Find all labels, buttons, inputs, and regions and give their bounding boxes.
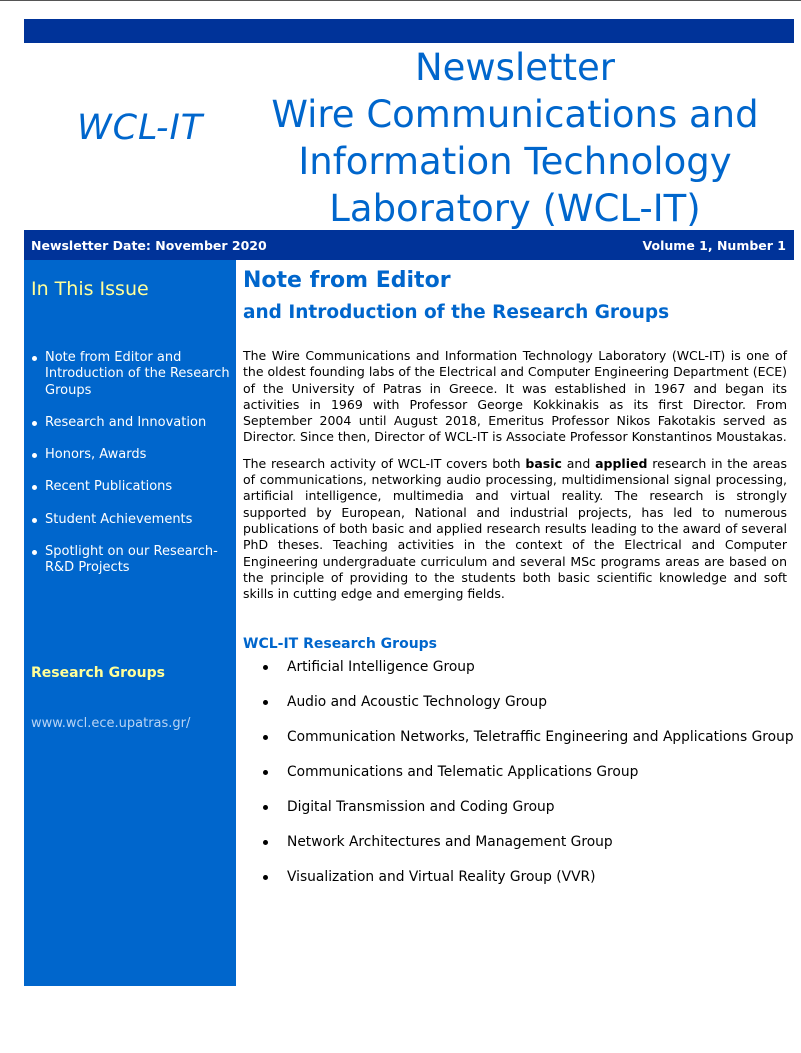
volume-number: Volume 1, Number 1 <box>642 238 786 253</box>
issue-contents-list <box>24 350 236 593</box>
sidebar-item-honors-awards[interactable]: Honors, Awards <box>24 447 236 463</box>
list-item: Digital Transmission and Coding Group <box>243 799 787 834</box>
research-groups-heading: WCL-IT Research Groups <box>243 636 438 653</box>
article-subheading: and Introduction of the Research Groups <box>243 302 670 323</box>
list-item: Communications and Telematic Applications Group <box>243 764 787 799</box>
list-item: Artificial Intelligence Group <box>243 659 787 694</box>
list-item: Communication Networks, Teletraffic Engineering and Applications Group <box>243 729 787 764</box>
research-groups-list <box>243 659 794 904</box>
sidebar-heading: In This Issue <box>31 278 149 300</box>
newsletter-title <box>240 44 790 232</box>
title-line-2: Wire Communications and <box>271 93 759 136</box>
list-item: Audio and Acoustic Technology Group <box>243 694 787 729</box>
top-rule <box>0 0 801 1</box>
sidebar-item-research-innovation[interactable]: Research and Innovation <box>24 415 236 431</box>
website-link[interactable]: www.wcl.ece.upatras.gr/ <box>31 716 191 731</box>
title-line-4: Laboratory (WCL-IT) <box>329 187 701 230</box>
paragraph-text: The research activity of WCL-IT covers both <box>243 455 526 471</box>
sidebar-item-recent-publications[interactable]: Recent Publications <box>24 479 236 495</box>
logo: WCL-IT <box>77 108 204 148</box>
sidebar <box>24 260 236 986</box>
newsletter-date: Newsletter Date: November 2020 <box>31 238 267 253</box>
sidebar-item-student-achievements[interactable]: Student Achievements <box>24 512 236 528</box>
paragraph-text: research in the areas of communications, networking audio processing, multidimensional signal processing, artificial intelligence, multimedia and virtual reality. The research is strongly supported by European, National and industrial projects, has led to numerous publications of both basic and applied research results leading to the award of several PhD theses. Teaching activities in the context of the Electrical and Computer Engineering undergraduate curriculum and several MSc programs areas are based on the principle of providing to the students both basic scientific knowledge and soft skills in cutting edge and emerging fields. <box>243 455 787 602</box>
intro-paragraph: The Wire Communications and Information Technology Laboratory (WCL-IT) is one of the oldest founding labs of the Electrical and Computer Engineering Department (ECE) of the University of Patras in Greece. It was established in 1967 and began its activities in 1969 with Professor George Kokkinakis as its first Director. From September 2004 until August 2018, Emeritus Professor Nikos Fakotakis served as Director. Since then, Director of WCL-IT is Associate Professor Konstantinos Moustakas. <box>243 348 787 445</box>
sidebar-item-spotlight[interactable]: Spotlight on our Research-R&D Projects <box>24 544 236 577</box>
title-line-3: Information Technology <box>298 140 732 183</box>
research-paragraph <box>243 456 787 603</box>
header-band <box>24 19 794 43</box>
date-bar <box>24 230 794 260</box>
bold-basic: basic <box>525 455 562 471</box>
article-heading: Note from Editor <box>243 268 451 293</box>
main-content <box>243 266 794 904</box>
list-item: Visualization and Virtual Reality Group (VVR) <box>243 869 787 904</box>
paragraph-text: and <box>561 455 596 471</box>
bold-applied: applied <box>595 455 648 471</box>
list-item: Network Architectures and Management Group <box>243 834 787 869</box>
title-line-1: Newsletter <box>414 46 615 89</box>
sidebar-item-note-from-editor[interactable]: Note from Editor and Introduction of the Research Groups <box>24 350 236 399</box>
sidebar-research-groups: Research Groups <box>31 665 165 681</box>
